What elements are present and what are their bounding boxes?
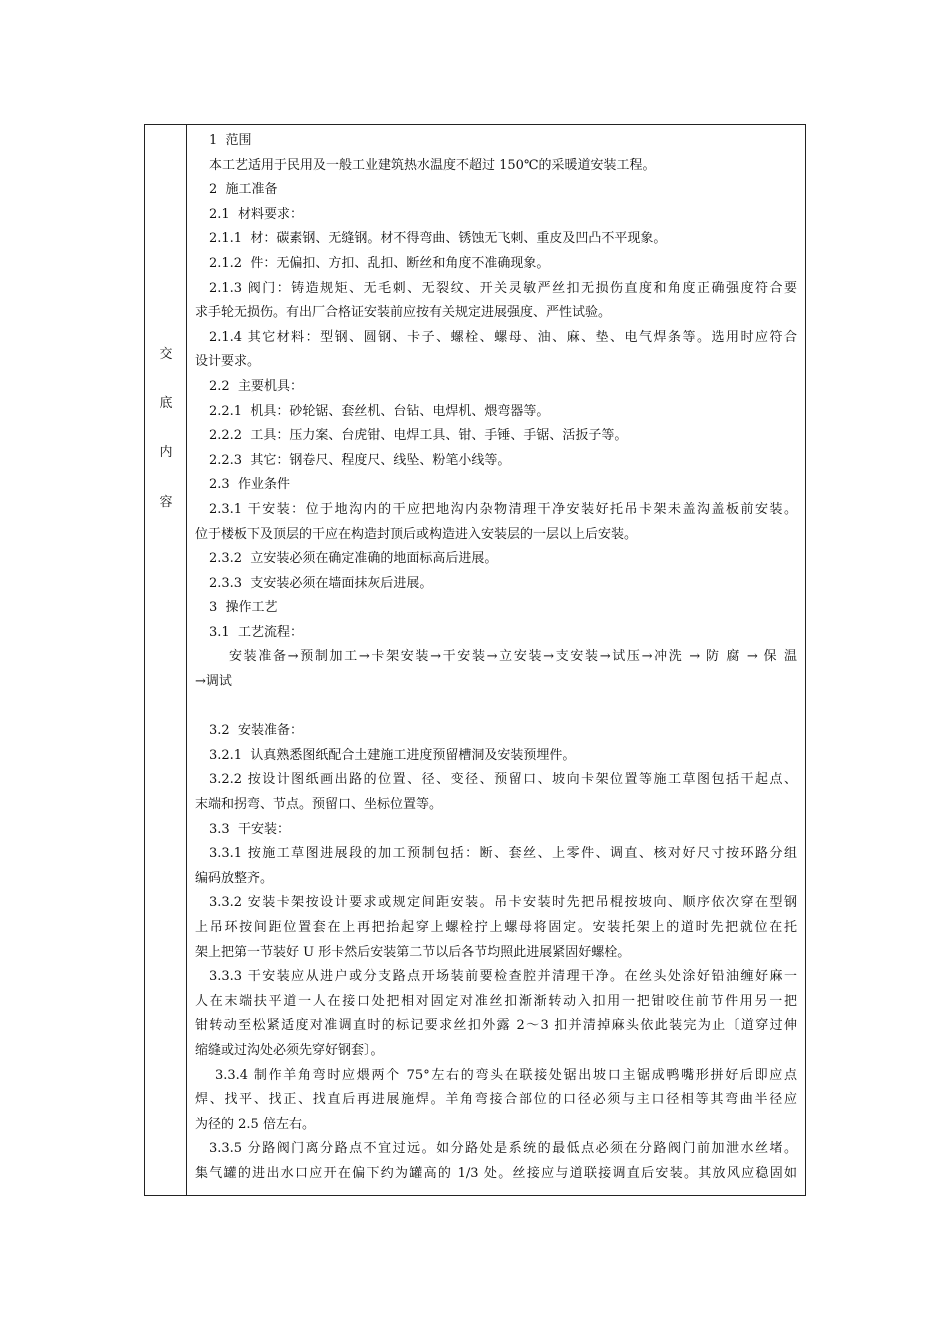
text-line (195, 695, 797, 720)
label-char: 交 (159, 347, 173, 362)
text-line: 2.1.1 材：碳素钢、无缝钢。材不得弯曲、锈蚀无飞刺、重皮及凹凸不平现象。 (209, 231, 667, 247)
text-line: 编码放整齐。 (195, 870, 274, 886)
text-line: 2.2.2 工具：压力案、台虎钳、电焊工具、钳、手锤、手锯、活扳子等。 (209, 428, 628, 444)
text-line: 3.3.2 安装卡架按设计要求或规定间距安装。吊卡安装时先把吊棍按坡向、顺序依次穿在型钢 (209, 895, 797, 911)
text-line: 3.3.1 按施工草图进展段的加工预制包括：断、套丝、上零件、调直、核对好尺寸按环路分组 (209, 846, 797, 862)
text-line: 2.1 材料要求： (209, 206, 303, 222)
label-char: 内 (159, 445, 173, 460)
text-line: 上吊环按间距位置套在上再把抬起穿上螺栓拧上螺母将固定。安装托架上的道时先把就位在托 (195, 920, 797, 935)
text-line: 3.3 干安装： (209, 821, 290, 837)
text-line: 安装准备→预制加工→卡架安装→干安装→立安装→支安装→试压→冲洗 → 防 腐 → 保 温 (229, 649, 797, 665)
text-line: 2.3.3 支安装必须在墙面抹灰后进展。 (209, 575, 433, 591)
text-line: 3.3.5 分路阀门离分路点不宜过远。如分路处是系统的最低点必须在分路阀门前加泄水丝堵。 (209, 1141, 797, 1157)
text-line: 焊、找平、找正、找直后再进展施焊。羊角弯接合部位的口径必须与主口径相等其弯曲半径应 (195, 1092, 797, 1108)
text-line: 3.2.1 认真熟悉图纸配合土建施工进度预留槽洞及安装预埋件。 (209, 747, 576, 763)
text-line: 2.1.4 其它材料：型钢、圆钢、卡子、螺栓、螺母、油、麻、垫、电气焊条等。选用时应符合 (209, 329, 797, 345)
text-line: 人在末端扶平道一人在接口处把相对固定对准丝扣渐渐转动入扣用一把钳咬住前节件用另一把 (195, 993, 797, 1009)
label-char: 底 (159, 396, 173, 411)
text-line: 2.1.3 阀门：铸造规矩、无毛刺、无裂纹、开关灵敏严丝扣无损伤直度和角度正确强度符合要 (209, 280, 797, 296)
text-line: 2.2.1 机具：砂轮锯、套丝机、台钻、电焊机、煨弯器等。 (209, 403, 550, 419)
content-column (187, 125, 805, 1195)
text-line: 末端和拐弯、节点。预留口、坐标位置等。 (195, 797, 443, 813)
text-line: 3.3.3 干安装应从进户或分支路点开场装前要检查腔并清理干净。在丝头处涂好铅油缠好麻一 (209, 969, 797, 985)
text-line: 钳转动至松紧适度对准调直时的标记要求丝扣外露 2～3 扣并清掉麻头依此装完为止〔道穿过伸 (195, 1018, 797, 1034)
text-line: 3.2.2 按设计图纸画出路的位置、径、变径、预留口、坡向卡架位置等施工草图包括干起点、 (209, 772, 797, 788)
text-line: 3.1 工艺流程： (209, 624, 303, 640)
text-line: 设计要求。 (195, 354, 261, 370)
text-line: 3.3.4 制作羊角弯时应煨两个 75°左右的弯头在联接处锯出坡口主锯成鸭嘴形拼好后即应点 (215, 1067, 797, 1083)
text-line: 1 范围 (209, 133, 252, 148)
text-line: 位于楼板下及顶层的干应在构造封顶后或构造进入安装层的一层以上后安装。 (195, 526, 638, 542)
text-line: 缩缝或过沟处必须先穿好钢套〕。 (195, 1042, 384, 1058)
text-line: 3 操作工艺 (209, 600, 278, 616)
label-column (145, 125, 187, 1195)
text-line: 2.2 主要机具： (209, 378, 303, 394)
text-line: 3.2 安装准备： (209, 723, 303, 739)
text-line: 本工艺适用于民用及一般工业建筑热水温度不超过 150℃的采暖道安装工程。 (209, 157, 656, 173)
text-line: →调试 (195, 674, 232, 690)
text-line: 2.1.2 件：无偏扣、方扣、乱扣、断丝和角度不准确现象。 (209, 255, 550, 271)
text-line: 求手轮无损伤。有出厂合格证安装前应按有关规定进展强度、严性试验。 (195, 305, 612, 321)
text-line: 为径的 2.5 倍左右。 (195, 1116, 315, 1132)
text-line: 架上把第一节装好 U 形卡然后安装第二节以后各节均照此进展紧固好螺栓。 (195, 944, 631, 960)
text-line: 2 施工准备 (209, 182, 278, 198)
label-char: 容 (159, 495, 173, 510)
text-line: 2.3.2 立安装必须在确定准确的地面标高后进展。 (209, 551, 498, 567)
disclosure-table (144, 124, 806, 1196)
text-line: 2.2.3 其它：钢卷尺、程度尺、线坠、粉笔小线等。 (209, 452, 511, 468)
text-line: 2.3.1 干安装：位于地沟内的干应把地沟内杂物清理干净安装好托吊卡架未盖沟盖板前安装。 (209, 501, 797, 517)
text-line: 集气罐的进出水口应开在偏下约为罐高的 1/3 处。丝接应与道联接调直后安装。其放风应稳固如 (195, 1165, 797, 1181)
text-line: 2.3 作业条件 (209, 477, 290, 493)
